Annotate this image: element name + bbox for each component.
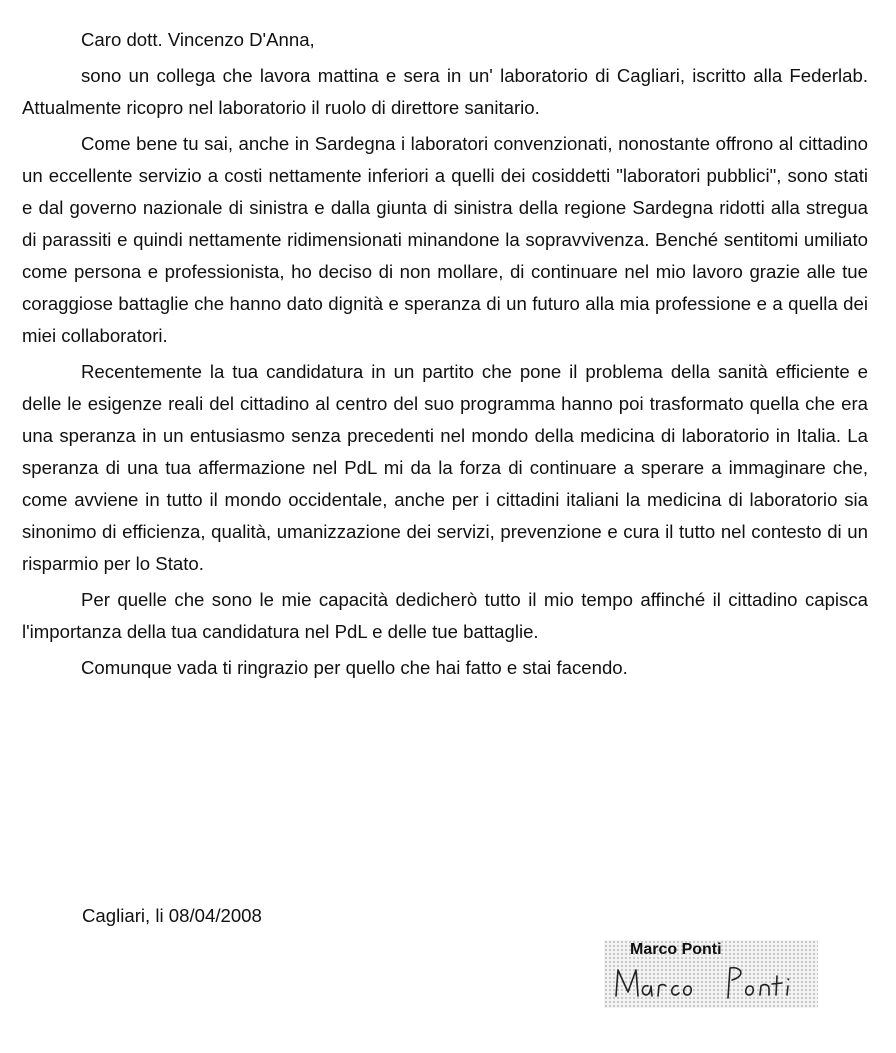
- letter-body: [22, 24, 868, 684]
- signature-block: [604, 940, 818, 1008]
- signer-name: Marco Ponti: [630, 941, 722, 958]
- paragraph-5: Comunque vada ti ringrazio per quello che hai fatto e stai facendo.: [81, 657, 628, 678]
- paragraph-1: sono un collega che lavora mattina e sera in un' laboratorio di Cagliari, iscritto alla Federlab. Attualmente ricopro nel laboratorio il ruolo di direttore sanitario.: [22, 65, 868, 118]
- place-and-date: Cagliari, li 08/04/2008: [82, 905, 262, 926]
- paragraph-4: Per quelle che sono le mie capacità dedicherò tutto il mio tempo affinché il cittadino capisca l'importanza della tua candidatura nel PdL e delle tue battaglie.: [22, 589, 868, 642]
- salutation: Caro dott. Vincenzo D'Anna,: [81, 29, 315, 50]
- paragraph-2: Come bene tu sai, anche in Sardegna i laboratori convenzionati, nonostante offrono al cittadino un eccellente servizio a costi nettamente inferiori a quelli dei cosiddetti "laboratori pubblici", sono stati e dal governo nazionale di sinistra e dalla giunta di sinistra della regione Sardegna ridotti alla stregua di parassiti e quindi nettamente ridimensionati minandone la sopravvivenza. Benché sentitomi umiliato come persona e professionista, ho deciso di non mollare, di continuare nel mio lavoro grazie alle tue coraggiose battaglie che hanno dato dignità e speranza di un futuro alla mia professione e a quella dei miei collaboratori.: [22, 133, 868, 346]
- handwritten-signature: [610, 962, 814, 1006]
- paragraph-3: Recentemente la tua candidatura in un partito che pone il problema della sanità efficiente e delle le esigenze reali del cittadino al centro del suo programma hanno poi trasformato quella che era una speranza in un entusiasmo senza precedenti nel mondo della medicina di laboratorio in Italia. La speranza di una tua affermazione nel PdL mi da la forza di continuare a sperare a immaginare che, come avviene in tutto il mondo occidentale, anche per i cittadini italiani la medicina di laboratorio sia sinonimo di efficienza, qualità, umanizzazione dei servizi, prevenzione e cura il tutto nel contesto di un risparmio per lo Stato.: [22, 361, 868, 574]
